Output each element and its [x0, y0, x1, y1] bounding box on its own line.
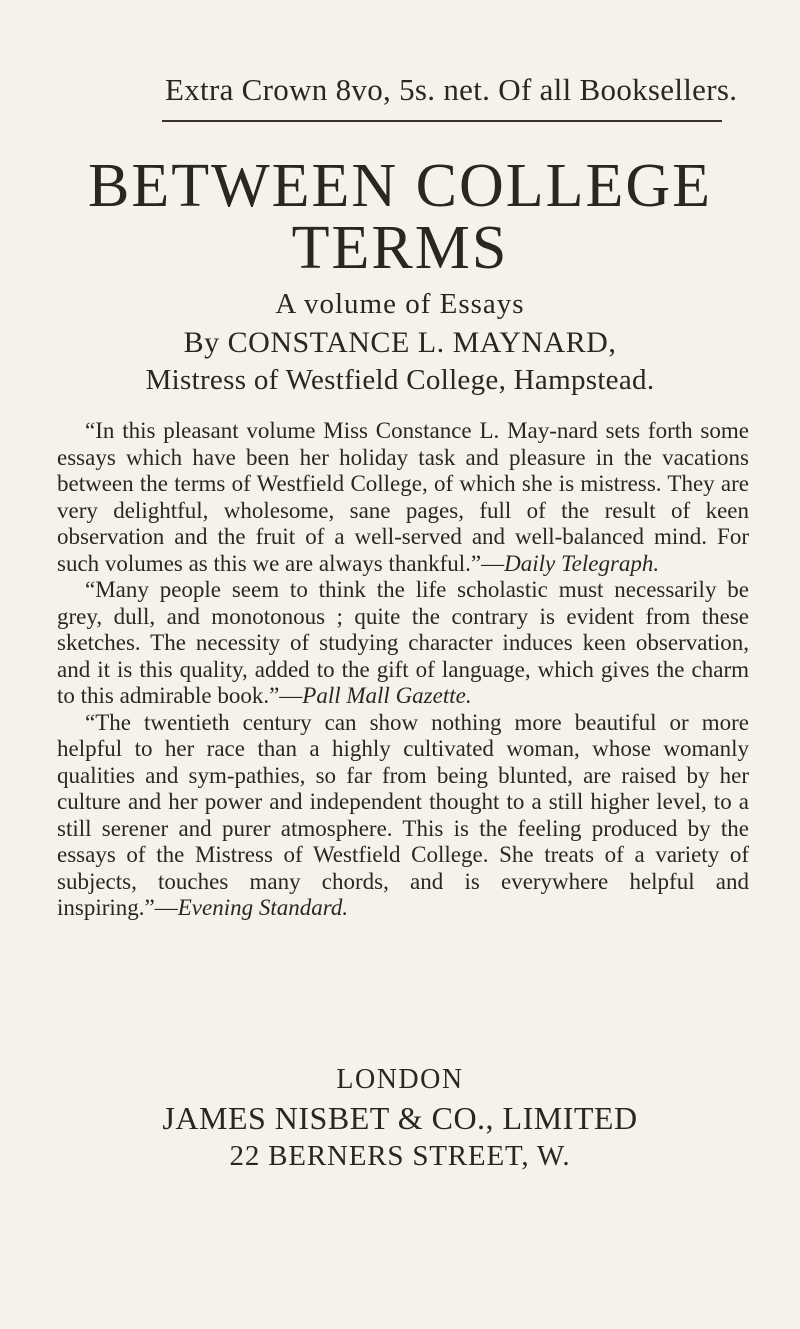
book-title-line-2: TERMS [291, 214, 509, 282]
imprint-address: 22 BERNERS STREET, W. [229, 1140, 571, 1172]
imprint-publisher: JAMES NISBET & CO., LIMITED [162, 1100, 638, 1136]
book-subtitle: A volume of Essays [275, 288, 525, 320]
review-quotes [57, 418, 749, 922]
review-source: Pall Mall Gazette. [302, 683, 472, 708]
price-line: Extra Crown 8vo, 5s. net. Of all Booksellers. [165, 72, 738, 107]
review-text: “The twentieth century can show nothing more beautiful or more helpful to her race than a highly cultivated woman, whose womanly qualities and sym-pathies, so far from being blunted, are raised by her culture and her power and independent thought to a still higher level, to a still serener and purer atmosphere. This is the feeling produced by the essays of the Mistress of Westfield College. She treats of a variety of subjects, touches many chords, and is everywhere helpful and inspiring.”— [57, 709, 749, 920]
review-text: “Many people seem to think the life scholastic must necessarily be grey, dull, and monotonous ; quite the contrary is evident from these sketches. The necessity of studying character induces keen observation, and it is this quality, added to the gift of language, which gives the charm to this admirable book.”— [57, 577, 749, 708]
review-source: Evening Standard. [177, 895, 349, 920]
author-byline: By CONSTANCE L. MAYNARD, [183, 326, 617, 359]
author-title: Mistress of Westfield College, Hampstead. [145, 364, 655, 396]
review-quote [57, 577, 749, 710]
review-text: “In this pleasant volume Miss Constance L. May-nard sets forth some essays which have been her holiday task and pleasure in the vacations between the terms of Westfield College, of which she is mistress. They are very delightful, wholesome, sane pages, full of the result of keen observation and the fruit of a well-served and well-balanced mind. For such volumes as this we are always thankful.”— [57, 418, 749, 576]
review-quote [57, 418, 749, 577]
imprint-city: LONDON [336, 1064, 464, 1095]
review-quote [57, 710, 749, 922]
review-source: Daily Telegraph. [504, 550, 660, 576]
book-title-line-1: BETWEEN COLLEGE [87, 152, 713, 220]
header-rule [162, 120, 722, 122]
